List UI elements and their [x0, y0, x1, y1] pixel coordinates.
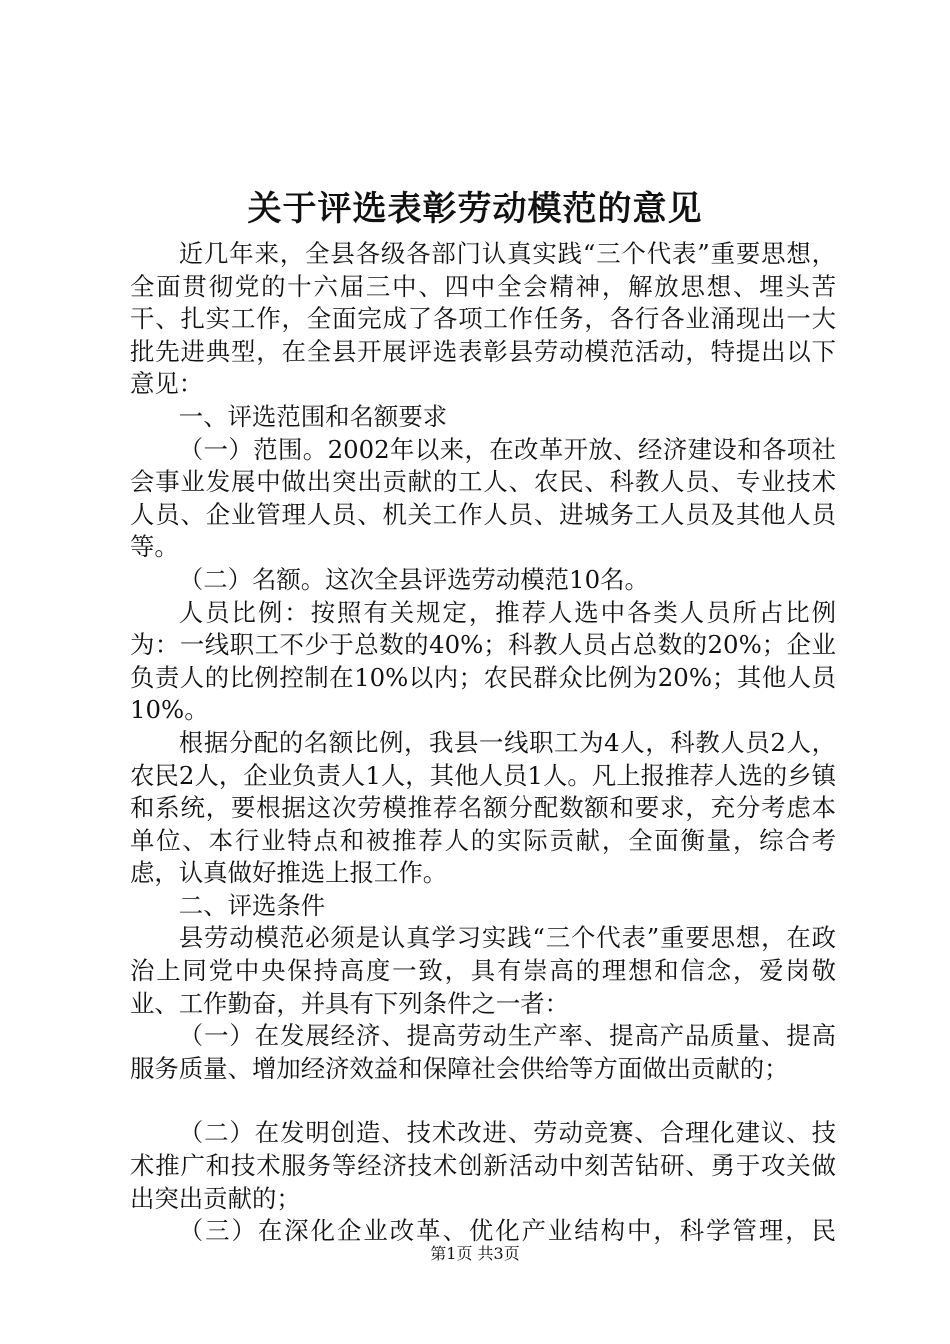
paragraph-scope: （一）范围。2002年以来，在改革开放、经济建设和各项社会事业发展中做出突出贡献的工人、农民、科教人员、专业技术人员、企业管理人员、机关工作人员、进城务工人员及其他人员等。 [130, 434, 836, 562]
condition-item-3: （三）在深化企业改革、优化产业结构中，科学管理，民 [178, 1216, 836, 1246]
condition-item-1: （一）在发展经济、提高劳动生产率、提高产品质量、提高服务质量、增加经济效益和保障社会供给等方面做出贡献的； [130, 1021, 836, 1083]
section-heading-2: 二、评选条件 [178, 890, 326, 920]
condition-item-2: （二）在发明创造、技术改进、劳动竞赛、合理化建议、技术推广和技术服务等经济技术创新活动中刻苦钻研、勇于攻关做出突出贡献的； [130, 1118, 836, 1213]
paragraph-intro: 近几年来，全县各级各部门认真实践“三个代表”重要思想，全面贯彻党的十六届三中、四中全会精神，解放思想、埋头苦干、扎实工作，全面完成了各项工作任务，各行各业涌现出一大批先进典型，在全县开展评选表彰县劳动模范活动，特提出以下意见： [130, 239, 836, 399]
paragraph-conditions: 县劳动模范必须是认真学习实践“三个代表”重要思想，在政治上同党中央保持高度一致，具有崇高的理想和信念，爱岗敬业、工作勤奋，并具有下列条件之一者： [130, 923, 836, 1018]
paragraph-allocation: 根据分配的名额比例，我县一线职工为4人，科教人员2人，农民2人，企业负责人1人，其他人员1人。凡上报推荐人选的乡镇和系统，要根据这次劳模推荐名额分配数额和要求，充分考虑本单位、本行业特点和被推荐人的实际贡献，全面衡量，综合考虑，认真做好推选上报工作。 [130, 727, 836, 888]
document-body [130, 238, 836, 1248]
paragraph-ratio: 人员比例：按照有关规定，推荐人选中各类人员所占比例为：一线职工不少于总数的40%；科教人员占总数的20%；企业负责人的比例控制在10%以内；农民群众比例为20%；其他人员10%。 [130, 597, 836, 725]
document-title: 关于评选表彰劳动模范的意见 [247, 189, 703, 229]
page-footer: 第1页 共3页 [430, 1244, 520, 1263]
paragraph-quota: （二）名额。这次全县评选劳动模范10名。 [178, 564, 649, 594]
section-heading-1: 一、评选范围和名额要求 [178, 401, 448, 431]
